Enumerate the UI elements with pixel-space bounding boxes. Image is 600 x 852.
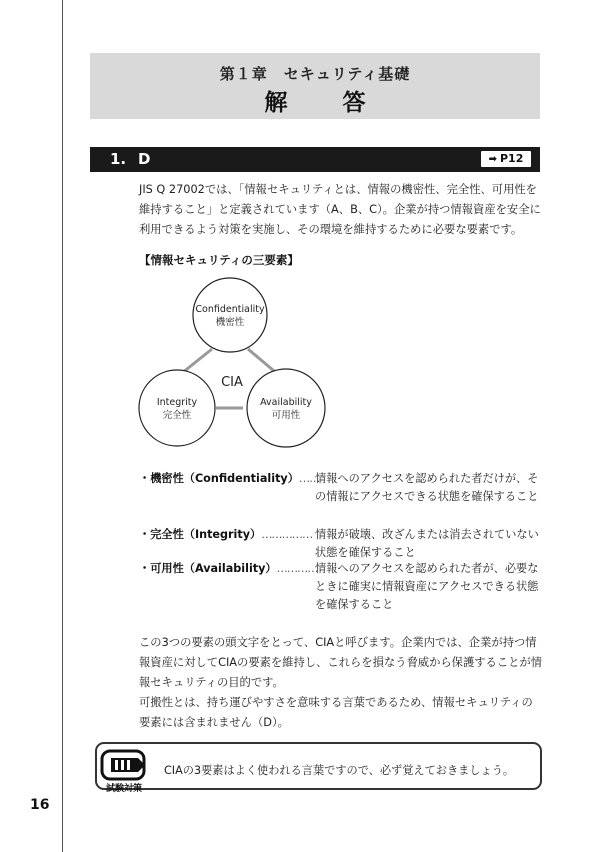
integrity-en: Integrity: [156, 397, 198, 408]
integrity-ja: 完全性: [162, 410, 192, 421]
confidentiality-ja: 機密性: [215, 317, 245, 328]
definition-term: ・完全性（Integrity）……………: [139, 528, 313, 541]
summary-paragraph: 可搬性とは、持ち運びやすさを意味する言葉であるため、情報セキュリティの要素には含まれません（D）。: [139, 696, 533, 729]
intro-paragraph: JIS Q 27002では、「情報セキュリティとは、情報の機密性、完全性、可用性を維持すること」と定義されています（A、B、C）。企業が持つ情報資産を安全に利用できるよう対策を実施し、その環境を維持するために必要な要素です。: [139, 183, 541, 236]
page-margin-line: [62, 0, 63, 852]
exam-tip-label: 試験対策: [106, 784, 143, 794]
definition-term: ・機密性（Confidentiality）……: [139, 472, 320, 485]
definition-integrity: [139, 526, 543, 560]
integrity-node: [139, 370, 215, 446]
confidentiality-node: [193, 278, 267, 352]
definition-list: [139, 470, 543, 614]
definition-confidentiality: [139, 470, 543, 526]
summary-paragraph: この3つの要素の頭文字をとって、CIAと呼びます。企業内では、企業が持つ情報資産に対してCIAの要素を維持し、これらを損なう脅威から保護することが情報セキュリティの目的です。: [139, 636, 543, 689]
availability-ja: 可用性: [271, 410, 301, 421]
availability-en: Availability: [260, 397, 312, 408]
chapter-title: 第１章 セキュリティ基礎: [219, 65, 411, 83]
summary-text: [139, 633, 543, 733]
definition-description: 情報が破壊、改ざんまたは消去されていない状態を確保すること: [315, 528, 539, 559]
question-bar: [90, 147, 540, 172]
page-reference-label: P12: [500, 152, 524, 165]
cia-center-label: CIA: [221, 375, 243, 390]
cia-diagram: [130, 268, 350, 458]
question-number: 1.: [110, 150, 127, 168]
page-number: 16: [30, 797, 50, 813]
definition-description: 情報へのアクセスを認められた者が、必要なときに確実に情報資産にアクセスできる状態を確保すること: [315, 562, 539, 611]
answer-letter: D: [138, 150, 151, 168]
section-heading: 【情報セキュリティの三要素】: [139, 253, 299, 267]
page-reference: [481, 151, 531, 167]
definition-term: ・可用性（Availability）…………: [139, 562, 318, 575]
definition-description: 情報へのアクセスを認められた者だけが、その情報にアクセスできる状態を確保すること: [315, 472, 539, 503]
chapter-header: [90, 53, 540, 119]
definition-availability: [139, 560, 543, 614]
availability-node: [247, 369, 325, 447]
arrow-right-icon: ➡: [488, 154, 497, 165]
connector-c-i: [182, 349, 212, 373]
chapter-subtitle: 解 答: [264, 90, 382, 116]
confidentiality-en: Confidentiality: [195, 304, 265, 315]
exam-tip-text: CIAの3要素はよく使われる言葉ですので、必ず覚えておきましょう。: [164, 764, 515, 777]
